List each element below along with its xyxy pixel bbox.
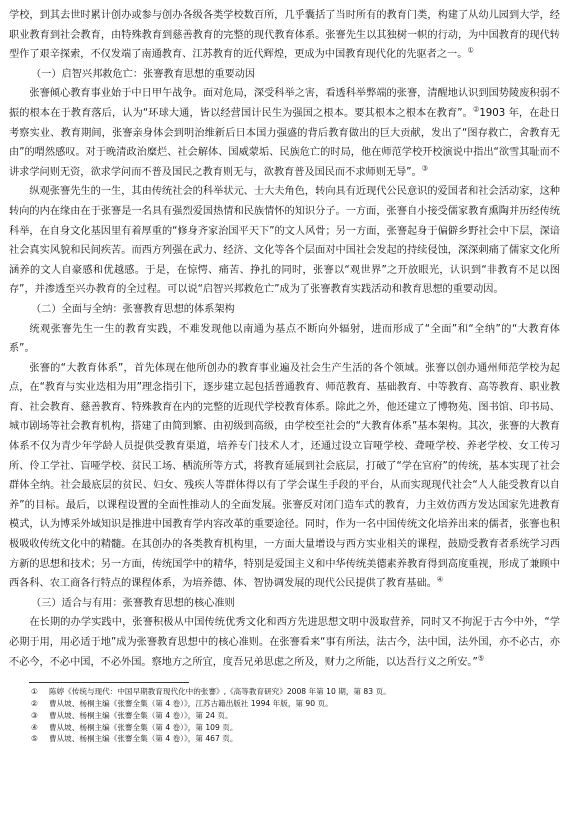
footnote-text: 曹从坡、杨桐主编《张謇全集（第 4 卷）》，第 467 页。 [49,734,238,744]
footnote-number: ④ [31,722,38,732]
body-paragraph [9,613,560,672]
body-paragraph [9,359,560,594]
footnote-marker: ② [472,105,480,114]
paragraph-text: 统观张謇先生一生的教育实践，不难发现他以南通为基点不断向外辐射，进而形成了“全面”和“全纳”的“大教育体系”。 [9,323,560,355]
body-paragraph [9,182,560,300]
paragraph-text: 张謇倾心教育事业始于中日甲午战争。面对危局，深受科举之害，看透科举弊端的张謇，清醒地认识到国势陵废积弱不振的根本在于教育落后，认为“环球大通，皆以经营国计民生为强国之根本。要其根本之根本在教育”。 [9,88,560,119]
footnote-text: 陈婷《传统与现代：中国早期教育现代化中的张謇》,《高等教育研究》2008 年第 10 期，第 83 页。 [49,687,391,697]
footnote [31,722,560,734]
footnote-number: ① [31,687,38,697]
footnote-marker: ③ [421,164,429,173]
footnote [31,733,560,745]
footnote-divider [29,682,189,683]
footnote [31,710,560,722]
footnote-number: ② [31,698,38,708]
footnote-marker: ① [467,46,474,55]
section-heading: （三）适合与有用：张謇教育思想的核心准则 [31,597,235,609]
body-paragraph [9,84,560,182]
intro-text: 学校，到其去世时累计创办或参与创办各级各类学校数百所，几乎囊括了当时所有的教育门类，构建了从幼儿园到大学，经职业教育到社会教育，由特殊教育到慈善教育的完整的现代教育体系。张謇先生以其独树一帜的行动，为中国教育的现代转型作了艰辛探索，不仅发端了南通教育、江苏教育的近代辉煌，更成为中国教育现代化的先驱者之一。 [9,10,560,61]
section-heading: （一）启智兴邦救危亡：张謇教育思想的重要动因 [31,68,256,80]
body-paragraph [9,320,560,359]
paragraph-text-continued: 1903 年，在赴日考察实业、教育期间，张謇亲身体会到明治维新后日本国力强盛的背后教育做出的巨大贡献，发出了“图存救亡，舍教育无由”的喟然感叹。对于晚清政治糜烂、社会解体、国威蒙垢、民族危亡的时局，他在师范学校开校演说中指出“欲雪其耻而不讲求学问则无资，欲求学问而不普及国民之教育则无与，欲教育普及国民而不求师则无导”。 [9,107,560,178]
footnotes [31,686,560,745]
footnote [31,686,560,698]
footnote [31,698,560,710]
section-heading: （二）全面与全纳：张謇教育思想的体系架构 [31,303,235,315]
footnote-text: 曹从坡、杨桐主编《张謇全集（第 4 卷）》，江苏古籍出版社 1994 年版，第 90 页。 [49,698,333,708]
footnote-marker: ⑤ [477,654,485,663]
footnote-marker: ④ [436,575,444,584]
paragraph-text: 在长期的办学实践中，张謇积极从中国传统优秀文化和西方先进思想文明中汲取营养，同时又不拘泥于古今中外，“学必期于用，用必适于地”成为张謇教育思想中的核心准则。在张謇看来“事有所法，法古今，法中国，法外国，亦不必古，亦不必今，不必中国，不必外国。察地方之所宜，度吾兄弟思虑之所及，财力之所能，以达吾行义之所安。” [9,617,560,668]
paragraph-text: 张謇的“大教育体系”，首先体现在他所创办的教育事业遍及社会生产生活的各个领域。张謇以创办通州师范学校为起点，在“教育与实业迭相为用”理念指引下，逐步建立起包括普通教育、师范教育、基础教育、中等教育、高等教育、职业教育、社会教育、慈善教育、特殊教育在内的完整的近现代学校教育体系。除此之外，他还建立了博物苑、图书馆、印书局、城市剧场等社会教育机构，搭建了由简到繁、由初级到高级，由学校至社会的“大教育体系”基本架构。其次，张謇的大教育体系不仅为青少年学龄人员提供受教育渠道，培养专门技术人才，还通过设立盲哑学校、聋哑学校、养老学校、女工传习所、伶工学社、盲哑学校、贫民工场、栖流所等方式，将教育延展到社会底层，打破了“学在官府”的传统，基本实现了社会群体全纳。社会最底层的贫民、妇女、残疾人等群体得以有了学会谋生手段的平台，从而实现现代社会“人人能受教育以自养”的目标。最后，以课程设置的全面性推动人的全面发展。张謇反对闭门造车式的教育，力主效仿西方发达国家先进教育模式，认为博采外域知识是推进中国教育学内容改革的重要途径。同时，作为一名中国传统文化培养出来的儒者，张謇也积极吸收传统文化中的精髓。在其创办的各类教育机构里，一方面大量增设与西方实业相关的课程，鼓励受教育者系统学习西方新的思想和技术；另一方面，传统国学中的精华，特别是爱国主义和中华传统美德素养教育得到高度重视，形成了兼顾中西各科、农工商各行特点的课程体系，为培养德、体、智协调发展的现代公民提供了教育基础。 [9,362,560,590]
footnote-text: 曹从坡、杨桐主编《张謇全集（第 4 卷）》，第 24 页。 [49,710,233,720]
paragraph-text: 纵观张謇先生的一生，其由传统社会的科举状元、士大夫角色，转向具有近现代公民意识的爱国者和社会活动家，这种转向的内在缘由在于张謇是一名具有强烈爱国热情和民族情怀的知识分子。一方面，张謇自小接受儒家教育熏陶并历经传统科举，在自身文化基因里有着厚重的“修身齐家治国平天下”的文人风骨；另一方面，张謇起身于偏僻乡野社会中下层，深谙社会真实风貌和民间疾苦。而西方列强在武力、经济、文化等各个层面对中国社会发起的持续侵蚀，深深刺痛了儒家文化所涵养的文人自豪感和优越感。于是，在惊愕、痛苦、挣扎的同时，张謇以“观世界”之开放眼光，认识到“非教育不足以图存”，并渗透至兴办教育的全过程。可以说“启智兴邦救危亡”成为了张謇教育实践活动和教育思想的重要动因。 [9,186,560,296]
footnote-text: 曹从坡、杨桐主编《张謇全集（第 4 卷）》，第 109 页。 [49,722,238,732]
footnote-number: ③ [31,710,38,720]
footnote-number: ⑤ [31,734,38,744]
intro-paragraph [9,6,560,65]
